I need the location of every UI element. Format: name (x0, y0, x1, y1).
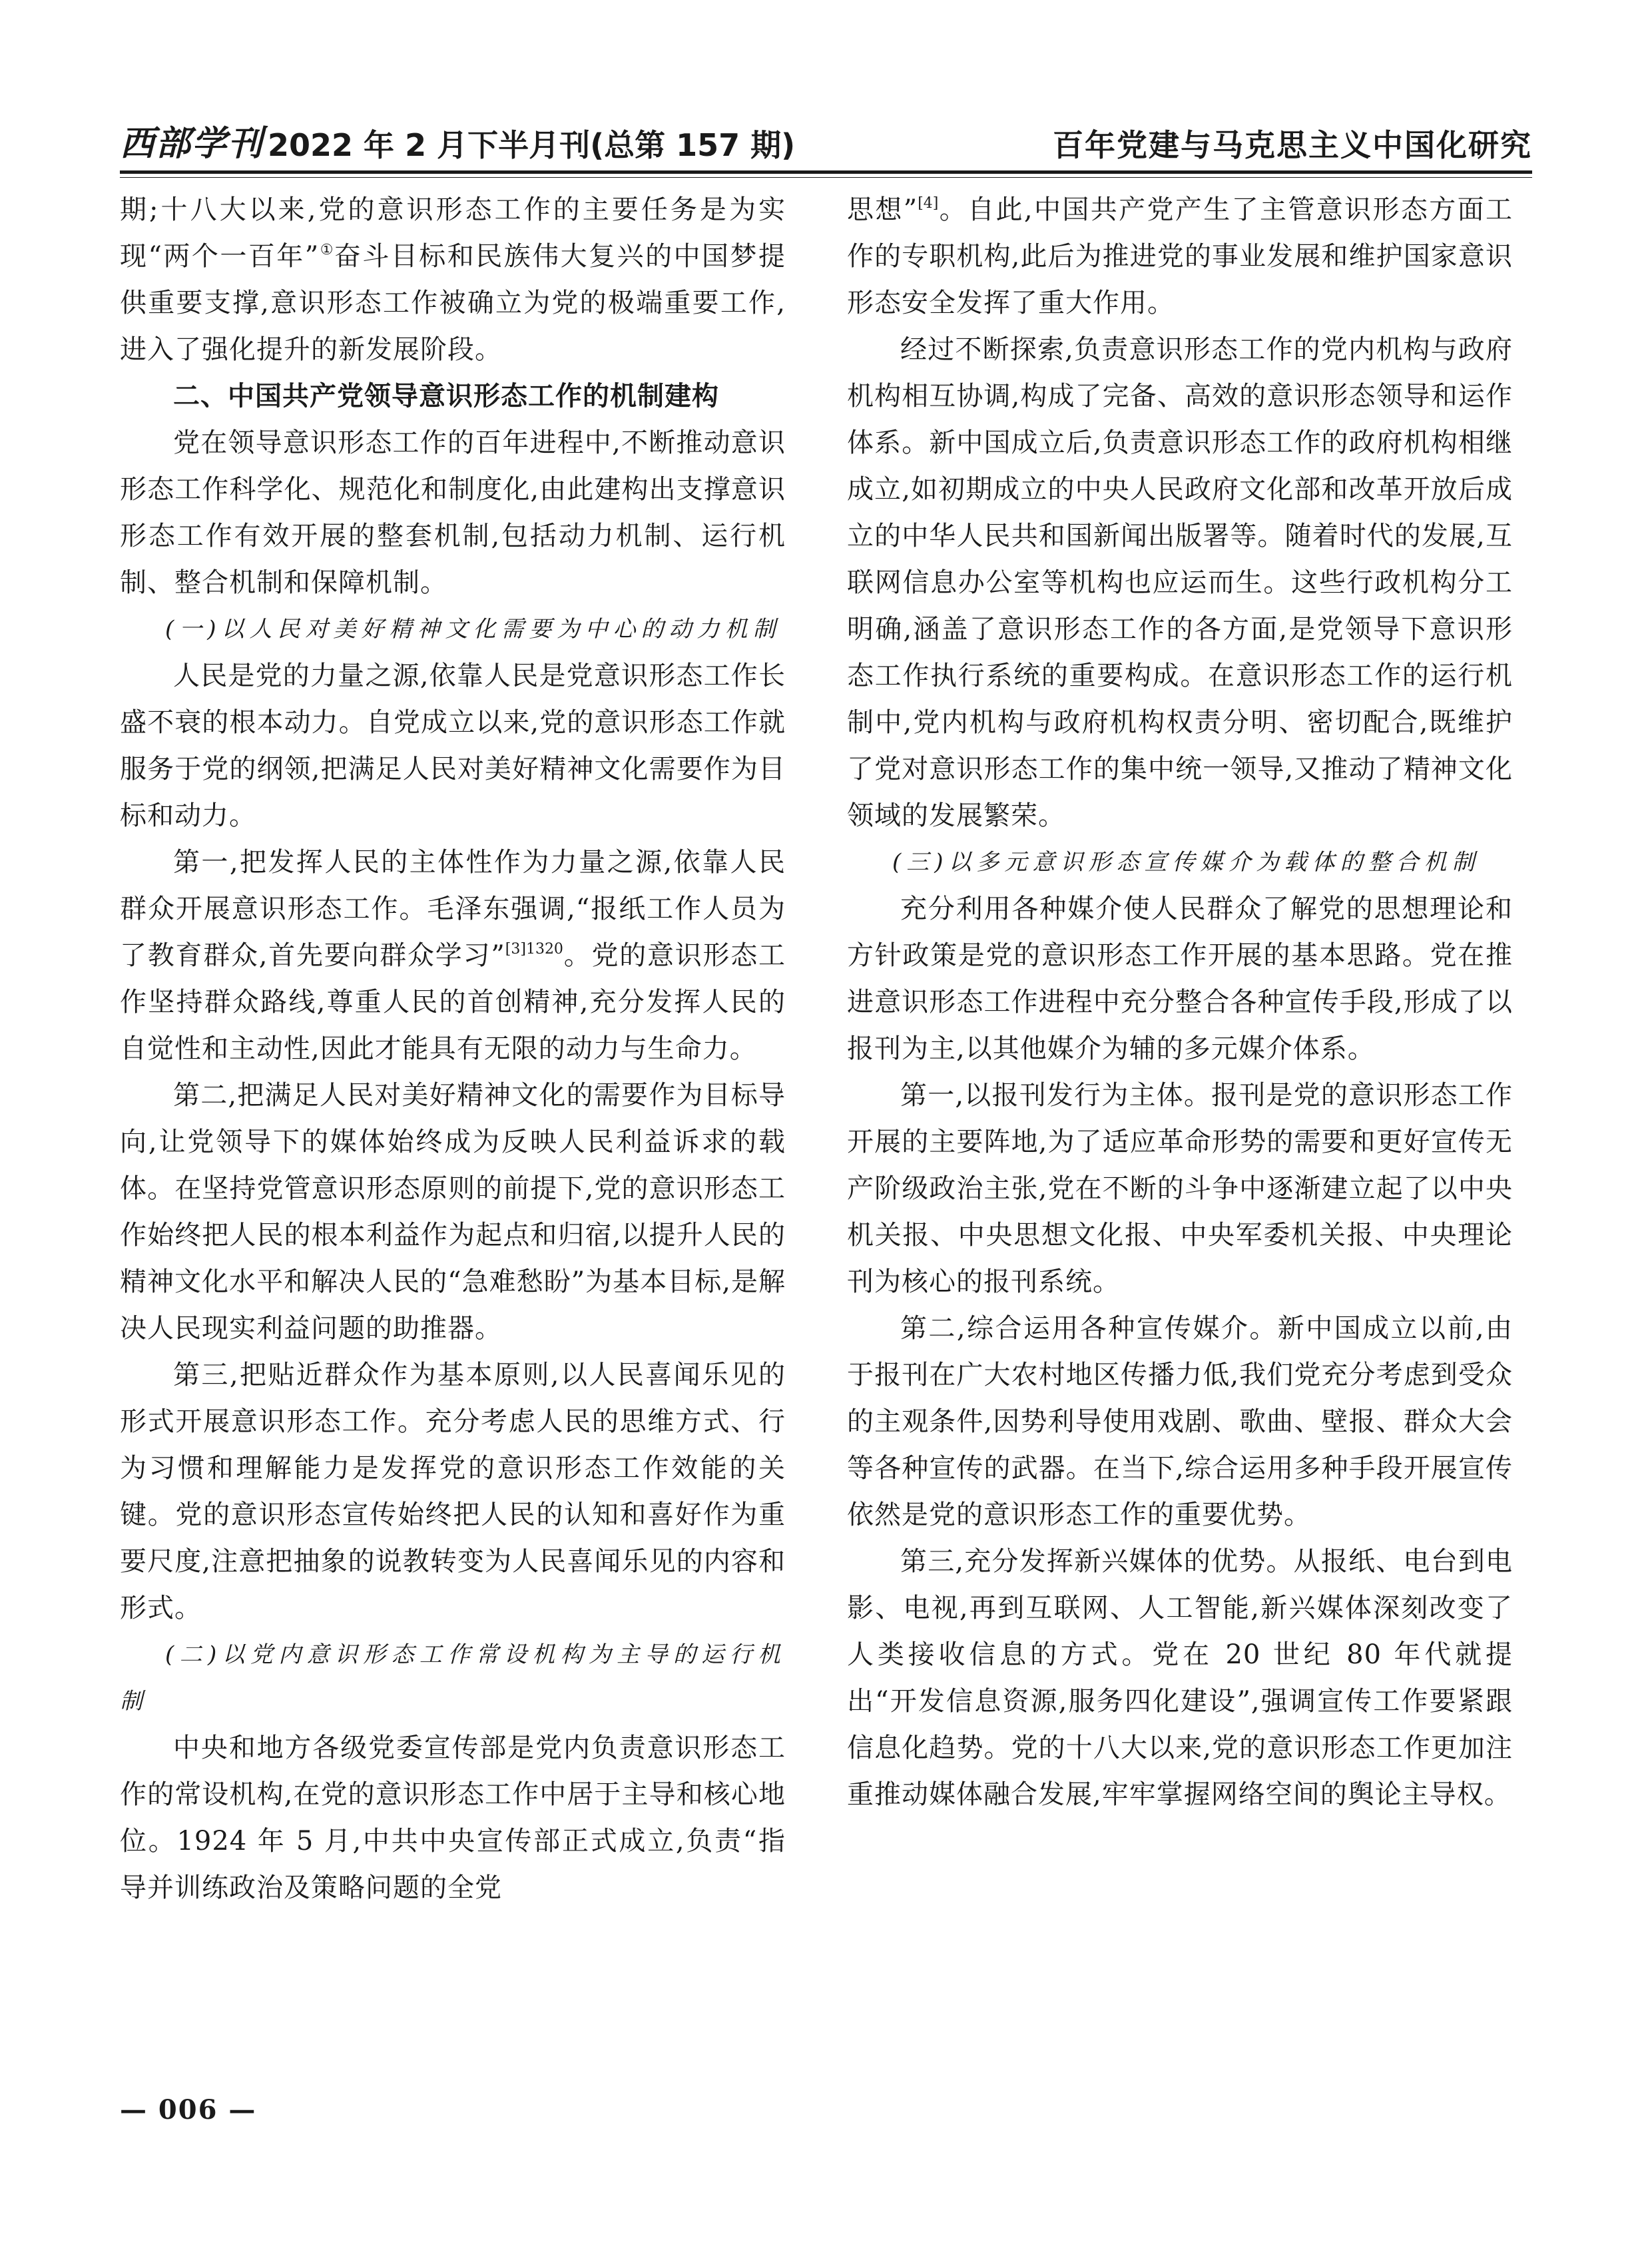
paragraph (120, 839, 786, 1072)
paragraph: 第二,综合运用各种宣传媒介。新中国成立以前,由于报刊在广大农村地区传播力低,我们党充分考虑到受众的主观条件,因势利导使用戏剧、歌曲、壁报、群众大会等各种宣传的武器。在当下,综合运用多种手段开展宣传依然是党的意识形态工作的重要优势。 (847, 1313, 1513, 1530)
paragraph: 第三,把贴近群众作为基本原则,以人民喜闻乐见的形式开展意识形态工作。充分考虑人民的思维方式、行为习惯和理解能力是发挥党的意识形态工作效能的关键。党的意识形态宣传始终把人民的认知和喜好作为重要尺度,注意把抽象的说教转变为人民喜闻乐见的内容和形式。 (120, 1360, 786, 1623)
left-column (120, 186, 786, 1911)
paragraph (847, 186, 1513, 326)
text: 期;十八大以来,党的意识形态工作的主要任务是为实现“两个一百年” (120, 194, 786, 272)
text: 奋斗目标和民族伟大复兴的中国梦提供重要支撑,意识形态工作被确立为党的极端重要工作,进入了强化提升的新发展阶段。 (120, 241, 786, 365)
paragraph: 经过不断探索,负责意识形态工作的党内机构与政府机构相互协调,构成了完备、高效的意识形态领导和运作体系。新中国成立后,负责意识形态工作的政府机构相继成立,如初期成立的中央人民政府文化部和改革开放后成立的中华人民共和国新闻出版署等。随着时代的发展,互联网信息办公室等机构也应运而生。这些行政机构分工明确,涵盖了意识形态工作的各方面,是党领导下意识形态工作执行系统的重要构成。在意识形态工作的运行机制中,党内机构与政府机构权责分明、密切配合,既维护了党对意识形态工作的集中统一领导,又推动了精神文化领域的发展繁荣。 (847, 334, 1513, 831)
text: 思想” (847, 194, 918, 225)
page-header (120, 112, 1532, 165)
text: 。党的意识形态工作坚持群众路线,尊重人民的首创精神,充分发挥人民的自觉性和主动性,因此才能具有无限的动力与生命力。 (120, 940, 786, 1064)
right-column (847, 186, 1513, 1818)
footnote-marker: ① (319, 242, 334, 258)
section-title: 百年党建与马克思主义中国化研究 (1053, 127, 1532, 163)
subsection-heading: (一)以人民对美好精神文化需要为中心的动力机制 (165, 616, 781, 643)
text: 第一,把发挥人民的主体性作为力量之源,依靠人民群众开展意识形态工作。毛泽东强调,“报纸工作人员为了教育群众,首先要向群众学习” (120, 847, 786, 971)
paragraph: 第二,把满足人民对美好精神文化的需要作为目标导向,让党领导下的媒体始终成为反映人民利益诉求的载体。在坚持党管意识形态原则的前提下,党的意识形态工作始终把人民的根本利益作为起点和归宿,以提升人民的精神文化水平和解决人民的“急难愁盼”为基本目标,是解决人民现实利益问题的助推器。 (120, 1080, 786, 1344)
section-heading: 二、中国共产党领导意识形态工作的机制建构 (173, 381, 719, 412)
citation-ref: [4] (918, 195, 939, 212)
page-number: — 006 — (120, 2094, 257, 2125)
paragraph: 第三,充分发挥新兴媒体的优势。从报纸、电台到电影、电视,再到互联网、人工智能,新兴媒体深刻改变了人类接收信息的方式。党在 20 世纪 80 年代就提出“开发信息资源,服务四化建设”,强调宣传工作要紧跟信息化趋势。党的十八大以来,党的意识形态工作更加注重推动媒体融合发展,牢牢掌握网络空间的舆论主导权。 (847, 1546, 1513, 1810)
header-rule-thin (120, 177, 1532, 178)
paragraph: 中央和地方各级党委宣传部是党内负责意识形态工作的常设机构,在党的意识形态工作中居于主导和核心地位。1924 年 5 月,中共中央宣传部正式成立,负责“指导并训练政治及策略问题的全党 (120, 1733, 786, 1903)
paragraph: 人民是党的力量之源,依靠人民是党意识形态工作长盛不衰的根本动力。自党成立以来,党的意识形态工作就服务于党的纲领,把满足人民对美好精神文化需要作为目标和动力。 (120, 661, 786, 831)
journal-logo: 西部学刊 (120, 123, 264, 164)
paragraph (120, 186, 786, 373)
header-rule-thick (120, 170, 1532, 174)
issue-info: 2022 年 2 月下半月刊(总第 157 期) (268, 127, 796, 163)
subsection-heading: (三)以多元意识形态宣传媒介为载体的整合机制 (892, 849, 1480, 876)
text: 。自此,中国共产党产生了主管意识形态方面工作的专职机构,此后为推进党的事业发展和维护国家意识形态安全发挥了重大作用。 (847, 194, 1513, 318)
header-left (120, 115, 795, 165)
citation-ref: [3]1320 (505, 941, 563, 958)
paragraph: 党在领导意识形态工作的百年进程中,不断推动意识形态工作科学化、规范化和制度化,由此建构出支撑意识形态工作有效开展的整套机制,包括动力机制、运行机制、整合机制和保障机制。 (120, 427, 786, 598)
paragraph: 第一,以报刊发行为主体。报刊是党的意识形态工作开展的主要阵地,为了适应革命形势的需要和更好宣传无产阶级政治主张,党在不断的斗争中逐渐建立起了以中央机关报、中央思想文化报、中央军委机关报、中央理论刊为核心的报刊系统。 (847, 1080, 1513, 1297)
subsection-heading: (二)以党内意识形态工作常设机构为主导的运行机制 (120, 1641, 786, 1715)
paragraph: 充分利用各种媒介使人民群众了解党的思想理论和方针政策是党的意识形态工作开展的基本思路。党在推进意识形态工作进程中充分整合各种宣传手段,形成了以报刊为主,以其他媒介为辅的多元媒介体系。 (847, 894, 1513, 1064)
